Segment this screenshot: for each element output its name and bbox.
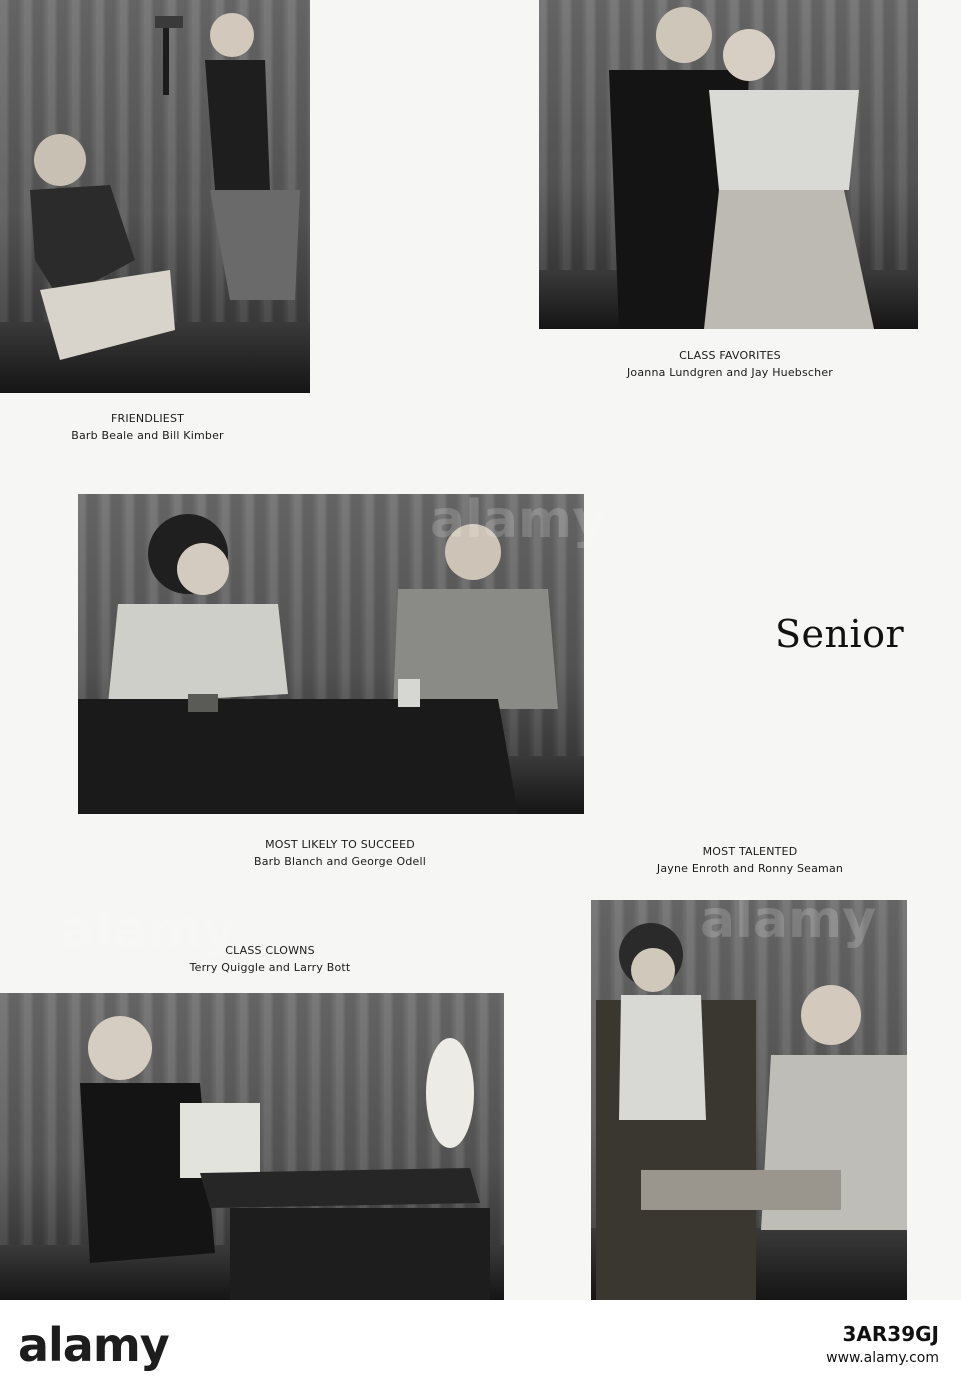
- caption-class-clowns: [120, 942, 420, 976]
- photo-friendliest: [0, 0, 310, 393]
- friendliest-figures: [0, 0, 310, 393]
- caption-class-favorites: [580, 347, 880, 381]
- section-heading: Senior: [775, 612, 905, 656]
- watermark-ghost: alamy: [60, 900, 237, 960]
- image-id: 3AR39GJ: [842, 1322, 939, 1346]
- photo-class-clowns: [0, 993, 504, 1300]
- photo-most-talented: [591, 900, 907, 1300]
- caption-title: CLASS FAVORITES: [679, 349, 781, 362]
- caption-most-likely: [190, 836, 490, 870]
- caption-title: CLASS CLOWNS: [225, 944, 315, 957]
- caption-most-talented: [600, 843, 900, 877]
- class-favorites-figures: [539, 0, 918, 329]
- class-clowns-figures: [0, 993, 504, 1300]
- caption-title: FRIENDLIEST: [110, 412, 185, 425]
- photo-most-likely: [78, 494, 584, 814]
- photo-class-favorites: [539, 0, 918, 329]
- caption-names: Terry Quiggle and Larry Bott: [189, 961, 351, 974]
- caption-title: MOST LIKELY TO SUCCEED: [265, 838, 415, 851]
- alamy-logo: alamy: [18, 1318, 169, 1372]
- most-talented-figures: [591, 900, 907, 1300]
- caption-title: MOST TALENTED: [702, 845, 798, 858]
- caption-names: Joanna Lundgren and Jay Huebscher: [626, 366, 834, 379]
- most-likely-figures: [78, 494, 584, 814]
- caption-names: Barb Beale and Bill Kimber: [71, 429, 224, 442]
- watermark-url[interactable]: www.alamy.com: [826, 1350, 939, 1366]
- caption-names: Jayne Enroth and Ronny Seaman: [656, 862, 844, 875]
- caption-names: Barb Blanch and George Odell: [253, 855, 427, 868]
- caption-friendliest: [0, 410, 295, 444]
